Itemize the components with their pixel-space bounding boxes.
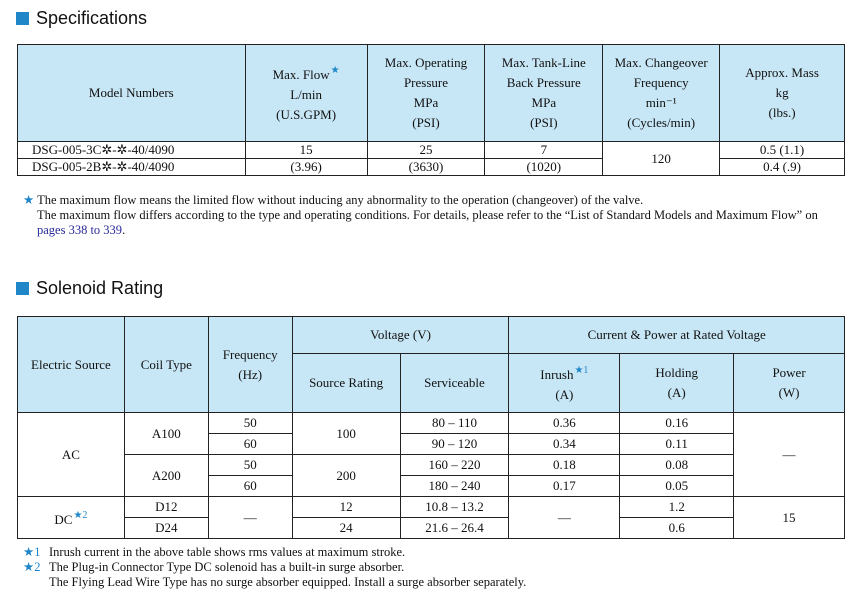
header-electric-source: Electric Source — [18, 317, 125, 413]
max-flow-footnote: ★ The maximum flow means the limited flow without inducing any abnormality to the operation (changeover) of the valve. The maximum flow differs according to the type and operating conditions. For details, please refer to the “List of Standard Models and Maximum Flow” on pages 338 to 339. — [23, 193, 818, 237]
coil-type-cell: D12 — [124, 497, 208, 518]
ac-power-cell: — — [734, 413, 845, 497]
serviceable-cell: 80 – 110 — [400, 413, 509, 434]
footnote-1: ★1 Inrush current in the above table shows rms values at maximum stroke. — [23, 545, 406, 559]
max-flow-value: 15 — [245, 142, 367, 159]
spec-header-row — [18, 45, 845, 142]
header-max-changeover-frequency: Max. Changeover Frequency min⁻¹ (Cycles/min) — [603, 45, 720, 142]
coil-type-cell: A100 — [124, 413, 208, 455]
specifications-table — [17, 44, 845, 176]
header-max-operating-pressure: Max. Operating Pressure MPa (PSI) — [367, 45, 485, 142]
header-approx-mass: Approx. Mass kg (lbs.) — [720, 45, 845, 142]
header-frequency: Frequency (Hz) — [208, 317, 292, 413]
sol-header-row-1 — [18, 317, 845, 354]
model-number-cell: DSG-005-2B✲-✲-40/4090 — [18, 159, 246, 176]
dc-inrush-cell: — — [509, 497, 620, 539]
frequency-cell: 50 — [208, 413, 292, 434]
source-rating-cell: 24 — [292, 518, 400, 539]
star-1-icon: ★1 — [23, 545, 41, 559]
table-row — [18, 518, 845, 539]
header-power: Power (W) — [734, 354, 845, 413]
header-max-flow: Max. Flow★ L/min (U.S.GPM) — [245, 45, 367, 142]
header-holding: Holding (A) — [620, 354, 734, 413]
header-coil-type: Coil Type — [124, 317, 208, 413]
star-1-icon: ★1 — [574, 365, 589, 376]
solenoid-rating-title: Solenoid Rating — [36, 278, 164, 298]
footnote-2-continued: The Flying Lead Wire Type has no surge absorber equipped. Install a surge absorber separately. — [49, 575, 527, 589]
frequency-cell: 60 — [208, 476, 292, 497]
serviceable-cell: 180 – 240 — [400, 476, 509, 497]
header-serviceable: Serviceable — [400, 354, 509, 413]
holding-cell: 0.11 — [620, 434, 734, 455]
spec-row-1 — [18, 142, 845, 159]
dc-source-cell: $DC^{★2}$ — [18, 497, 125, 539]
coil-type-cell: A200 — [124, 455, 208, 497]
holding-cell: 0.6 — [620, 518, 734, 539]
serviceable-cell: 160 – 220 — [400, 455, 509, 476]
serviceable-cell: 10.8 – 13.2 — [400, 497, 509, 518]
source-rating-cell: 12 — [292, 497, 400, 518]
solenoid-rating-heading — [16, 278, 163, 299]
header-voltage: Voltage (V) — [292, 317, 509, 354]
inrush-cell: 0.17 — [509, 476, 620, 497]
star-2-icon: ★2 — [23, 560, 41, 574]
max-pressure-value: 25 — [367, 142, 485, 159]
dc-power-cell: 15 — [734, 497, 845, 539]
holding-cell: 0.16 — [620, 413, 734, 434]
dc-frequency-cell: — — [208, 497, 292, 539]
table-row — [18, 455, 845, 476]
section-square-icon — [16, 282, 29, 295]
inrush-cell: 0.36 — [509, 413, 620, 434]
table-row — [18, 413, 845, 434]
header-inrush: Inrush$^{★1}$ (A) — [509, 354, 620, 413]
source-rating-cell: 200 — [292, 455, 400, 497]
model-number-cell: DSG-005-3C✲-✲-40/4090 — [18, 142, 246, 159]
ac-source-cell: AC — [18, 413, 125, 497]
mass-value: 0.4 (.9) — [720, 159, 845, 176]
pages-link[interactable]: pages 338 to 339 — [37, 223, 123, 237]
spec-row-2 — [18, 159, 845, 176]
specifications-heading — [16, 8, 147, 29]
source-rating-cell: 100 — [292, 413, 400, 455]
table-row — [18, 497, 845, 518]
star-icon: ★ — [330, 65, 340, 76]
solenoid-footnotes — [23, 545, 843, 590]
serviceable-cell: 90 – 120 — [400, 434, 509, 455]
header-model-numbers: Model Numbers — [18, 45, 246, 142]
specifications-title: Specifications — [36, 8, 148, 28]
inrush-cell: 0.34 — [509, 434, 620, 455]
star-2-icon: ★2 — [73, 509, 88, 521]
max-pressure-psi-value: (3630) — [367, 159, 485, 176]
solenoid-rating-table — [17, 316, 845, 539]
inrush-cell: 0.18 — [509, 455, 620, 476]
header-current-power: Current & Power at Rated Voltage — [509, 317, 845, 354]
max-flow-us-value: (3.96) — [245, 159, 367, 176]
coil-type-cell: D24 — [124, 518, 208, 539]
holding-cell: 0.08 — [620, 455, 734, 476]
holding-cell: 0.05 — [620, 476, 734, 497]
frequency-cell: 60 — [208, 434, 292, 455]
header-source-rating: Source Rating — [292, 354, 400, 413]
star-icon: ★ — [23, 193, 35, 207]
tank-line-value: 7 — [485, 142, 603, 159]
serviceable-cell: 21.6 – 26.4 — [400, 518, 509, 539]
section-square-icon — [16, 12, 29, 25]
footnote-2: ★2 The Plug-in Connector Type DC solenoid has a built-in surge absorber. — [23, 560, 405, 574]
header-max-tank-line-back-pressure: Max. Tank-Line Back Pressure MPa (PSI) — [485, 45, 603, 142]
tank-line-psi-value: (1020) — [485, 159, 603, 176]
changeover-value: 120 — [603, 142, 720, 176]
mass-value: 0.5 (1.1) — [720, 142, 845, 159]
frequency-cell: 50 — [208, 455, 292, 476]
holding-cell: 1.2 — [620, 497, 734, 518]
